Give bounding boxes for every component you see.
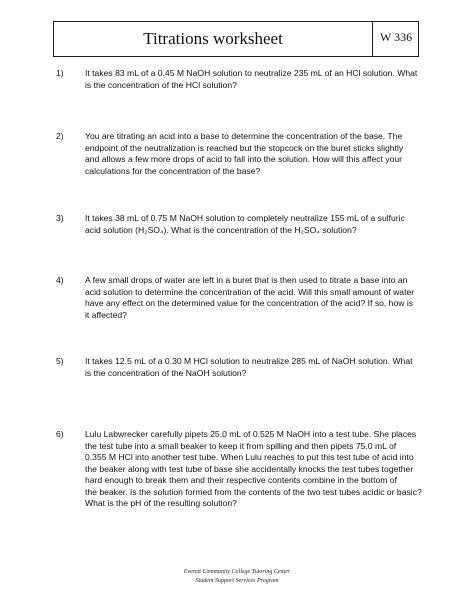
question-line: 0.355 M HCl into another test tube. When Lulu reaches to put this test tube of acid into (85, 452, 414, 462)
question-number: 5) (56, 356, 64, 366)
question-line: it affected? (85, 309, 127, 320)
question-number: 1) (56, 68, 64, 78)
question-text (85, 275, 425, 321)
question-line: calculations for the concentration of the base? (85, 165, 261, 176)
footer-line: Student Support Services Program (195, 578, 279, 584)
question-line: is the concentration of the HCl solution? (85, 79, 237, 90)
question-line: You are titrating an acid into a base to determine the concentration of the base. The (85, 131, 403, 141)
question-line: A few small drops of water are left in a buret that is then used to titrate a base into an (85, 275, 408, 285)
question-line: is the concentration of the NaOH solution? (85, 367, 247, 378)
question-number: 2) (56, 131, 64, 141)
title-box (53, 21, 373, 57)
question-line: It takes 83 mL of a 0.45 M NaOH solution to neutralize 235 mL of an HCl solution. What (85, 68, 418, 78)
footer-line: Everett Community College Tutoring Center (183, 569, 291, 575)
question-line: Lulu Labwrecker carefully pipets 25.0 mL of 0.525 M NaOH into a test tube. She places (85, 429, 417, 439)
question-line: What is the pH of the resulting solution? (85, 498, 237, 508)
question-line: the test tube into a small beaker to keep it from spilling and then pipets 75.0 mL of (85, 440, 397, 451)
question-text (85, 213, 425, 236)
page-footer (0, 568, 474, 586)
question-line: It takes 12.5 mL of a 0.30 M HCl solution to neutralize 285 mL of NaOH solution. What (85, 356, 413, 366)
question-text (85, 68, 425, 91)
question-number: 4) (56, 275, 64, 285)
question-line: the beaker along with test tube of base she accidentally knocks the test tubes together (85, 463, 414, 474)
question-line: and allows a few more drops of acid to fall into the solution. How will this affect your (85, 154, 403, 164)
question-number: 6) (56, 429, 64, 439)
question-line: It takes 38 mL of 0.75 M NaOH solution to completely neutralize 155 mL of a sulfuric (85, 213, 405, 223)
question-text (85, 356, 425, 379)
worksheet-code: W 336 (380, 30, 413, 44)
question-text (85, 429, 425, 510)
question-line: acid solution to determine the concentration of the acid. Will this small amount of water (85, 286, 415, 297)
question-line: the beaker. Is the solution formed from the contents of the two test tubes acidic or basic? (85, 486, 422, 497)
question-number: 3) (56, 213, 64, 223)
question-line: acid solution (H₂SO₄). What is the concentration of the H₂SO₄ solution? (85, 224, 357, 235)
question-line: endpoint of the neutralization is reached but the stopcock on the buret sticks slightly (85, 142, 404, 153)
question-text (85, 131, 425, 177)
question-line: have any effect on the determined value for the concentration of the acid? If so, how is (85, 298, 414, 308)
page-title: Titrations worksheet (143, 29, 283, 48)
question-line: hard enough to break them and their respective contents combine in the bottom of (85, 475, 397, 485)
code-box (371, 21, 419, 57)
